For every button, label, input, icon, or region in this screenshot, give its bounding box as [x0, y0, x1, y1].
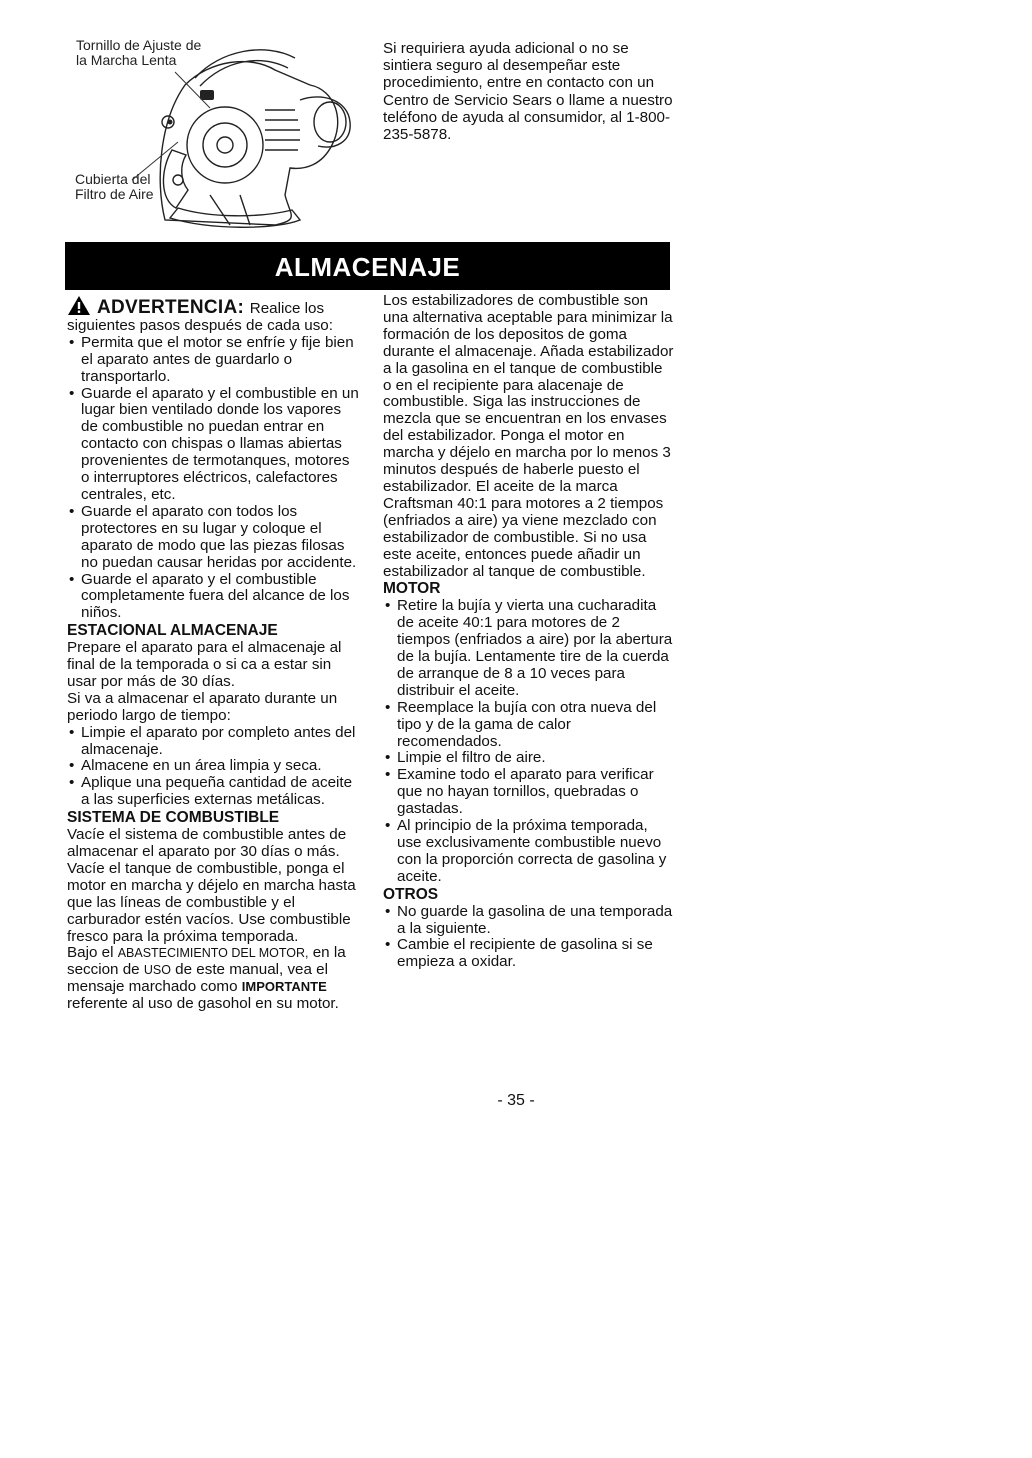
figure-label-idle-screw: Tornillo de Ajuste de la Marcha Lenta	[76, 37, 202, 68]
list-item: • Almacene en un área limpia y seca.	[67, 758, 359, 775]
list-item: • No guarde la gasolina de una temporada a la siguiente.	[383, 904, 675, 938]
list-item: • Reemplace la bujía con otra nueva del tipo y de la gama de calor recomendados.	[383, 700, 675, 751]
otros-list	[383, 904, 675, 972]
list-item: • Guarde el aparato y el combustible en un lugar bien ventilado donde los vapores de combustible no puedan entrar en contacto con chispas o llamas abiertas provenientes de termotanques, motores o interruptores eléctricos, calefactores centrales, etc.	[67, 386, 359, 504]
motor-heading: MOTOR	[383, 580, 441, 598]
list-item: • Cambie el recipiente de gasolina si se empieza a oxidar.	[383, 937, 675, 971]
fuel-p2-c: en la seccion de	[67, 944, 346, 979]
fuel-p2-d: USO	[143, 963, 171, 978]
motor-list	[383, 598, 675, 885]
seasonal-paragraph-2: Si va a almacenar el aparato durante un periodo largo de tiempo:	[67, 689, 338, 724]
seasonal-paragraph-1: Prepare el aparato para el almacenaje al final de la temporada o si ca a estar sin usar por más de 30 días.	[67, 639, 342, 690]
list-item: • Limpie el filtro de aire.	[383, 750, 675, 767]
figure-label-air-filter: Cubierta del Filtro de Aire	[75, 171, 154, 202]
help-paragraph: Si requiriera ayuda adicional o no se sintiera seguro al desempeñar este procedimiento, entre en contacto con un Centro de Servicio Sears o llame a nuestro teléfono de ayuda al consumidor, al 1-800-235-5878.	[383, 40, 673, 144]
seasonal-heading: ESTACIONAL ALMACENAJE	[67, 622, 278, 640]
list-item: • Al principio de la próxima temporada, use exclusivamente combustible nuevo con la proporción correcta de gasolina y aceite.	[383, 818, 675, 886]
list-item: • Permita que el motor se enfríe y fije bien el aparato antes de guardarlo o transportarlo.	[67, 335, 359, 386]
warning-triangle-icon	[67, 295, 91, 316]
otros-heading: OTROS	[383, 885, 439, 903]
stabilizer-paragraph: Los estabilizadores de combustible son una alternativa aceptable para minimizar la formación de los depositos de goma durante el almacenaje. Añada estabilizador a la gasolina en el tanque de combustible o en el recipiente para alacenaje de combustible. Siga las instrucciones de mezcla que se encuentran en los envases del estabilizador. Ponga el motor en marcha y déjelo en marcha por lo menos 3 minutos después de haberle puesto el estabilizador. El aceite de la marca Craftsman 40:1 para motores a 2 tiempos (enfriados a aire) ya viene mezclado con estabilizador de combustible. Si no usa este aceite, entonces puede añadir un estabilizador al tanque de combustible.	[383, 292, 674, 580]
section-banner: ALMACENAJE	[65, 242, 670, 290]
list-item: • Limpie el aparato por completo antes del almacenaje.	[67, 725, 359, 759]
fuel-paragraph-1: Vacíe el sistema de combustible antes de almacenar el aparato por 30 días o más. Vacíe el tanque de combustible, ponga el motor en marcha y déjelo en marcha hasta que las líneas de combustible y el carburador estén vacíos. Use combustible fresco para la próxima temporada.	[67, 826, 356, 945]
fuel-p2-g: referente al uso de gasohol en su motor.	[67, 995, 339, 1013]
blower-figure	[60, 30, 360, 240]
fuel-heading: SISTEMA DE COMBUSTIBLE	[67, 809, 280, 827]
warning-intro: Realice los siguientes pasos después de cada uso:	[67, 300, 333, 334]
left-column	[67, 295, 359, 1013]
seasonal-list	[67, 725, 359, 810]
list-item: • Examine todo el aparato para verificar que no hayan tornillos, quebradas o gastadas.	[383, 767, 675, 818]
list-item: • Guarde el aparato y el combustible completamente fuera del alcance de los niños.	[67, 572, 359, 623]
fuel-p2-e: de este manual, vea el mensaje marchado como	[67, 961, 328, 996]
fuel-p2-a: Bajo el	[67, 944, 114, 962]
page-number: - 35 -	[497, 1092, 535, 1109]
warning-list	[67, 335, 359, 622]
warning-title: ADVERTENCIA:	[97, 297, 245, 318]
list-item: • Retire la bujía y vierta una cucharadita de aceite 40:1 para motores de 2 tiempos (enfriados a aire) por la abertura de la bujía. Lentamente tire de la cuerda de arranque de 8 a 10 veces para distribuir el aceite.	[383, 598, 675, 699]
right-column	[383, 293, 675, 971]
fuel-paragraph-2	[67, 945, 359, 1013]
fuel-p2-b: ABASTECIMIENTO DEL MOTOR,	[117, 946, 309, 961]
fuel-p2-f: IMPORTANTE	[241, 979, 327, 995]
warning-block	[67, 295, 359, 335]
list-item: • Aplique una pequeña cantidad de aceite a las superficies externas metálicas.	[67, 775, 359, 809]
list-item: • Guarde el aparato con todos los protectores en su lugar y coloque el aparato de modo que las piezas filosas no puedan causar heridas por accidente.	[67, 504, 359, 572]
